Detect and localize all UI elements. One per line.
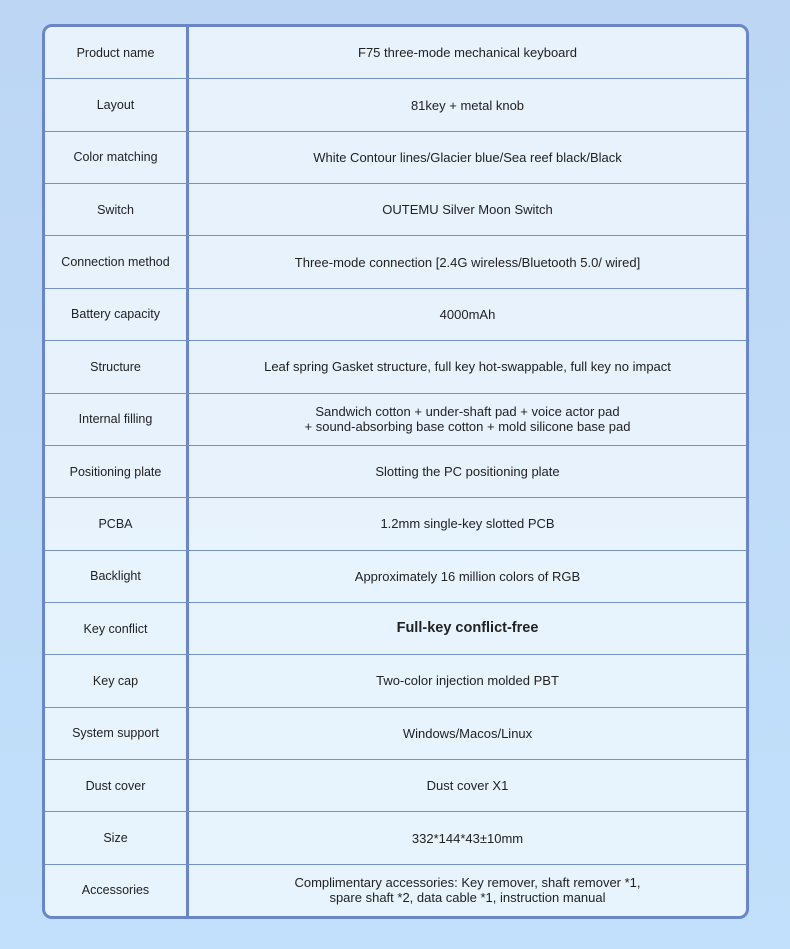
spec-row bbox=[45, 707, 746, 759]
spec-value: Leaf spring Gasket structure, full key hot-swappable, full key no impact bbox=[264, 359, 671, 375]
spec-value: OUTEMU Silver Moon Switch bbox=[382, 202, 553, 218]
spec-label: Key conflict bbox=[45, 603, 189, 654]
spec-value: Dust cover X1 bbox=[426, 778, 509, 794]
spec-row bbox=[45, 340, 746, 392]
spec-row bbox=[45, 393, 746, 445]
spec-label: Connection method bbox=[45, 236, 189, 287]
spec-label: PCBA bbox=[45, 498, 189, 549]
spec-row bbox=[45, 235, 746, 287]
spec-table bbox=[42, 24, 749, 919]
spec-label: Key cap bbox=[45, 655, 189, 706]
spec-row bbox=[45, 497, 746, 549]
spec-row bbox=[45, 183, 746, 235]
spec-value: Three-mode connection [2.4G wireless/Bluetooth 5.0/ wired] bbox=[294, 254, 641, 270]
spec-value: Slotting the PC positioning plate bbox=[375, 464, 560, 480]
spec-row bbox=[45, 550, 746, 602]
spec-row bbox=[45, 288, 746, 340]
spec-label: Dust cover bbox=[45, 760, 189, 811]
spec-row bbox=[45, 602, 746, 654]
spec-value: 332*144*43±10mm bbox=[411, 830, 524, 846]
spec-value: F75 three-mode mechanical keyboard bbox=[358, 45, 577, 61]
spec-row bbox=[45, 131, 746, 183]
spec-label: Battery capacity bbox=[45, 289, 189, 340]
spec-label: Size bbox=[45, 812, 189, 863]
spec-label: Switch bbox=[45, 184, 189, 235]
spec-value: Two-color injection molded PBT bbox=[376, 673, 559, 689]
spec-value: 1.2mm single-key slotted PCB bbox=[380, 516, 555, 532]
spec-label: Backlight bbox=[45, 551, 189, 602]
spec-label: Structure bbox=[45, 341, 189, 392]
spec-row bbox=[45, 27, 746, 78]
spec-label: Accessories bbox=[45, 865, 189, 916]
spec-label: System support bbox=[45, 708, 189, 759]
spec-value: White Contour lines/Glacier blue/Sea reef black/Black bbox=[313, 149, 622, 165]
spec-row bbox=[45, 759, 746, 811]
spec-label: Product name bbox=[45, 27, 189, 78]
spec-value: 81key + metal knob bbox=[410, 97, 525, 113]
spec-row bbox=[45, 654, 746, 706]
spec-value: Complimentary accessories: Key remover, shaft remover *1, spare shaft *2, data cable *1, instruction manual bbox=[294, 875, 641, 906]
spec-label: Layout bbox=[45, 79, 189, 130]
spec-row bbox=[45, 864, 746, 916]
spec-value: Full-key conflict-free bbox=[396, 620, 539, 637]
spec-label: Color matching bbox=[45, 132, 189, 183]
spec-row bbox=[45, 811, 746, 863]
spec-label: Internal filling bbox=[45, 394, 189, 445]
spec-value: Approximately 16 million colors of RGB bbox=[354, 568, 581, 584]
spec-value: Windows/Macos/Linux bbox=[402, 725, 533, 741]
spec-label: Positioning plate bbox=[45, 446, 189, 497]
spec-value: 4000mAh bbox=[439, 306, 496, 322]
spec-row bbox=[45, 78, 746, 130]
spec-row bbox=[45, 445, 746, 497]
spec-value: Sandwich cotton + under-shaft pad + voice actor pad + sound-absorbing base cotton + mold silicone base pad bbox=[304, 404, 631, 435]
